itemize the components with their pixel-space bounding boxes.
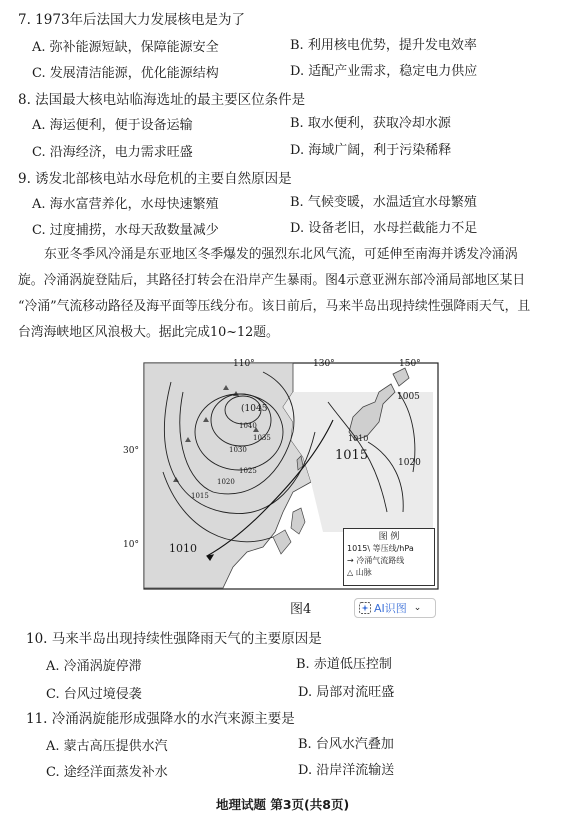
q11-stem: 11. 冷涌涡旋能形成强降水的水汽来源主要是 [26, 711, 295, 727]
q7-option-d: D. 适配产业需求，稳定电力供应 [290, 64, 478, 79]
lon-150-label: 150° [399, 359, 421, 369]
isobar-label-1010-south: 1010 [169, 542, 197, 555]
q9-option-d: D. 设备老旧，水母拦截能力不足 [290, 221, 478, 236]
q8-option-b: B. 取水便利，获取冷却水源 [290, 116, 451, 131]
lat-10-label: 10° [123, 540, 139, 550]
ai-button-label: AI识图 [374, 602, 407, 615]
q11-option-b: B. 台风水汽叠加 [298, 737, 394, 752]
isobar-label-1015-west: 1015 [191, 492, 209, 500]
q10-option-a: A. 冷涌涡旋停滞 [46, 659, 142, 674]
q11-option-a: A. 蒙古高压提供水汽 [46, 739, 168, 754]
isobar-label-1030: 1030 [229, 446, 247, 454]
q10-option-c: C. 台风过境侵袭 [46, 687, 142, 702]
ai-sparkle-icon [359, 602, 371, 614]
q9-option-c: C. 过度捕捞，水母天敌数量减少 [32, 223, 219, 238]
page-footer: 地理试题 第3页(共8页) [216, 797, 350, 812]
passage-line-1: 东亚冬季风冷涌是东亚地区冬季爆发的强烈东北风气流，可延伸至南海并诱发冷涌涡 [44, 247, 518, 262]
map-legend [343, 528, 435, 586]
isobar-label-1025: 1025 [239, 467, 257, 475]
q8-option-c: C. 沿海经济，电力需求旺盛 [32, 145, 193, 160]
isobar-label-1040: 1040 [239, 422, 257, 430]
figure-4-map [123, 359, 439, 590]
q10-stem: 10. 马来半岛出现持续性强降雨天气的主要原因是 [26, 631, 322, 647]
q11-option-d: D. 沿岸洋流输送 [298, 763, 395, 778]
isobar-label-1010-east: 1010 [348, 434, 369, 443]
isobar-label-1020-west: 1020 [217, 478, 235, 486]
q7-option-b: B. 利用核电优势，提升发电效率 [290, 38, 477, 53]
q10-option-d: D. 局部对流旺盛 [298, 685, 395, 700]
q8-option-a: A. 海运便利，便于设备运输 [32, 118, 193, 133]
legend-title: 图 例 [378, 532, 400, 542]
legend-route: → 冷涌气流路线 [347, 556, 405, 565]
q9-option-a: A. 海水富营养化，水母快速繁殖 [32, 197, 219, 212]
q8-stem: 8. 法国最大核电站临海选址的最主要区位条件是 [18, 92, 306, 108]
isobar-label-1045: (1045 [241, 404, 268, 414]
q10-option-b: B. 赤道低压控制 [296, 657, 392, 672]
isobar-label-1015-east: 1015 [335, 448, 369, 463]
lat-30-label: 30° [123, 446, 139, 456]
legend-isobar: 1015\ 等压线/hPa [347, 544, 414, 553]
isobar-label-1035: 1035 [253, 434, 271, 442]
legend-mountain: △ 山脉 [347, 568, 372, 577]
passage-line-2: 旋。冷涌涡旋登陆后，其路径打转会在沿岸产生暴雨。图4示意亚洲东部冷涌局部地区某日 [18, 273, 526, 288]
q7-option-a: A. 弥补能源短缺，保障能源安全 [32, 40, 219, 55]
lon-130-label: 130° [313, 359, 335, 369]
passage-line-3: “冷涌”气流移动路径及海平面等压线分布。该日前后，马来半岛出现持续性强降雨天气，且 [18, 299, 531, 314]
figure-caption: 图4 [290, 602, 312, 617]
q9-stem: 9. 诱发北部核电站水母危机的主要自然原因是 [18, 171, 292, 187]
q7-option-c: C. 发展清洁能源，优化能源结构 [32, 66, 219, 81]
isobar-label-1020-east: 1020 [398, 458, 421, 468]
chevron-down-icon: ⌄ [413, 603, 422, 613]
passage-line-4: 台湾海峡地区风浪极大。据此完成10~12题。 [18, 325, 279, 340]
isobar-label-1005: 1005 [397, 392, 420, 402]
q11-option-c: C. 途经洋面蒸发补水 [46, 765, 168, 780]
ai-image-recognition-button[interactable] [354, 598, 436, 618]
q8-option-d: D. 海域广阔，利于污染稀释 [290, 143, 452, 158]
lon-110-label: 110° [233, 359, 255, 369]
q9-option-b: B. 气候变暖，水温适宜水母繁殖 [290, 195, 477, 210]
q7-stem: 7. 1973年后法国大力发展核电是为了 [18, 12, 246, 28]
